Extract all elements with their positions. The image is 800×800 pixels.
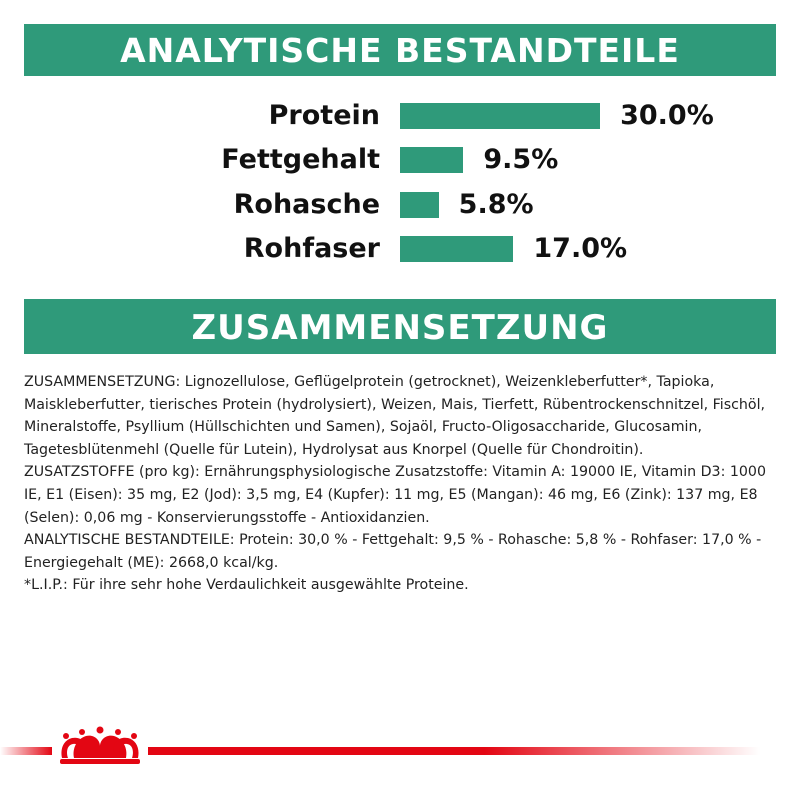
nutrient-value: 17.0% <box>533 233 628 264</box>
nutrient-row-rohfaser <box>0 229 800 269</box>
nutrient-bar <box>400 236 513 262</box>
nutrient-value: 30.0% <box>620 100 714 131</box>
composition-text <box>24 371 776 597</box>
nutrient-row-rohasche <box>0 185 800 225</box>
analysis-heading: ANALYTISCHE BESTANDTEILE <box>24 24 776 76</box>
nutrient-bar <box>400 147 463 173</box>
nutrient-label: Fettgehalt <box>221 144 380 175</box>
brand-stripe-left <box>0 747 52 755</box>
nutrient-bar <box>400 192 439 218</box>
composition-heading: ZUSAMMENSETZUNG <box>24 299 776 354</box>
nutrient-label: Protein <box>268 100 380 131</box>
nutrient-label: Rohfaser <box>243 233 380 264</box>
nutrient-value: 5.8% <box>458 189 534 220</box>
additives-paragraph: ZUSATZSTOFFE (pro kg): Ernährungsphysiologische Zusatzstoffe: Vitamin A: 19000 IE, Vitamin D3: 1000 IE, E1 (Eisen): 35 mg, E2 (Jod): 3,5 mg, E4 (Kupfer): 11 mg, E5 (Mangan): 46 mg, E6 (Zink): 137 mg, E8 (Selen): 0,06 mg - Konservierungsstoffe - Antioxidanzien. <box>24 464 766 526</box>
nutrient-row-fettgehalt <box>0 140 800 180</box>
footnote-paragraph: *L.I.P.: Für ihre sehr hohe Verdaulichkeit ausgewählte Proteine. <box>24 577 469 594</box>
crown-icon <box>52 726 148 766</box>
nutrient-label: Rohasche <box>233 189 380 220</box>
nutrient-bar <box>400 103 600 129</box>
analysis-paragraph: ANALYTISCHE BESTANDTEILE: Protein: 30,0 % - Fettgehalt: 9,5 % - Rohasche: 5,8 % - Rohfaser: 17,0 % - Energiegehalt (ME): 2668,0 kcal/kg. <box>24 532 762 571</box>
nutrient-value: 9.5% <box>483 144 559 175</box>
nutrient-row-protein <box>0 96 800 136</box>
composition-paragraph: ZUSAMMENSETZUNG: Lignozellulose, Geflügelprotein (getrocknet), Weizenkleberfutter*, Tapioka, Maiskleberfutter, tierisches Protein (hydrolysiert), Weizen, Mais, Tierfett, Rübentrockenschnitzel, Fischöl, Mineralstoffe, Psyllium (Hüllschichten und Samen), Sojaöl, Fructo-Oligosaccharide, Glucosamin, Tagetesblütenmehl (Quelle für Lutein), Hydrolysat aus Knorpel (Quelle für Chondroitin). <box>24 374 766 458</box>
brand-stripe-right <box>148 747 760 755</box>
